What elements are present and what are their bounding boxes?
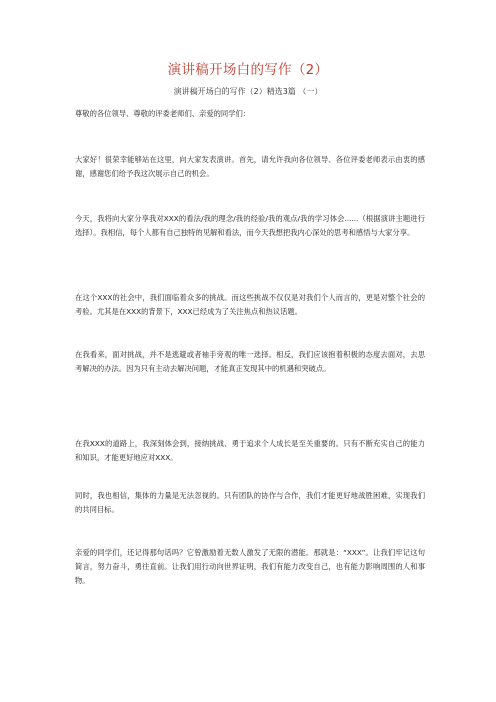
document-subtitle: 演讲稿开场白的写作（2）精选3篇 （一） [173, 87, 323, 96]
paragraph-growth: 在我XXX的道路上，我深刻体会到，接纳挑战、勇于追求个人成长是至关重要的。只有不断充实自己的能力和知识，才能更好地应对XXX。 [75, 439, 425, 462]
paragraph-attitude: 在我看来，面对挑战，并不是逃避或者袖手旁观的唯一选择。相反，我们应该抱着积极的态度去面对，去思考解决的办法。因为只有主动去解决问题，才能真正发现其中的机遇和突破点。 [75, 350, 425, 373]
paragraph-closing: 亲爱的同学们，还记得那句话吗？它曾激励着无数人激发了无限的潜能。那就是：“XXX”。让我们牢记这句简言，努力奋斗，勇往直前。让我们用行动向世界证明，我们有能力改变自己，也有能力影响周围的人和事物。 [75, 548, 425, 585]
paragraph-teamwork: 同时，我也相信，集体的力量是无法忽视的。只有团队的协作与合作，我们才能更好地战胜困难，实现我们的共同目标。 [75, 491, 425, 514]
paragraph-topic: 今天，我将向大家分享我对XXX的看法/我的理念/我的经验/我的观点/我的学习体会......（根据演讲主题进行选择）。我相信，每个人都有自己独特的见解和看法，而今天我想把我内心深处的思考和感悟与大家分享。 [75, 214, 425, 237]
document-title: 演讲稿开场白的写作（2） [167, 62, 329, 78]
salutation: 尊敬的各位领导、尊敬的评委老师们、亲爱的同学们： [75, 109, 251, 118]
paragraph-greeting: 大家好！很荣幸能够站在这里，向大家发表演讲。首先，请允许我向各位领导、各位评委老师表示由衷的感谢，感谢您们给予我这次展示自己的机会。 [75, 155, 425, 178]
paragraph-challenges: 在这个XXX的社会中，我们面临着众多的挑战。而这些挑战不仅仅是对我们个人而言的，更是对整个社会的考验。尤其是在XXX的背景下，XXX已经成为了关注焦点和热议话题。 [75, 293, 425, 316]
